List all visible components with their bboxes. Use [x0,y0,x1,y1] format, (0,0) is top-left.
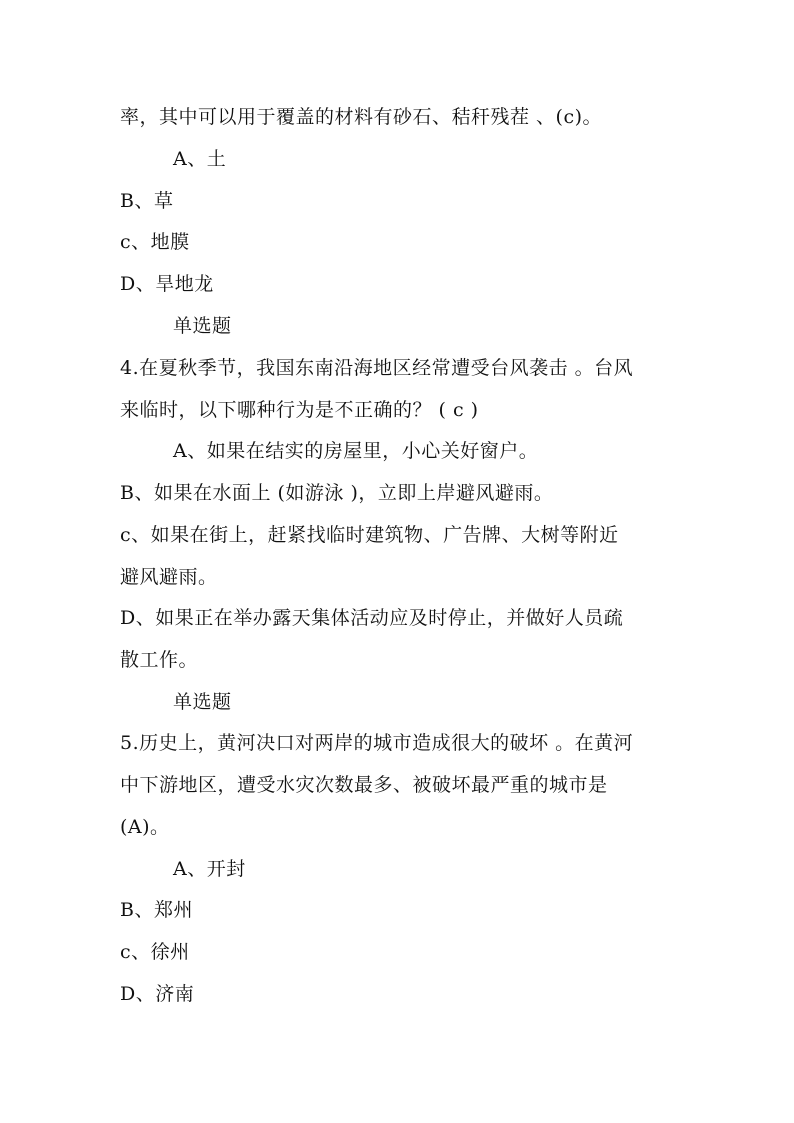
question-3-option-b: B、草 [120,190,174,212]
question-5-stem-line-2: 中下游地区，遭受水灾次数最多、被破坏最严重的城市是 [120,774,608,796]
question-4-option-d-line-1: D、如果正在举办露天集体活动应及时停止，并做好人员疏 [120,607,624,629]
question-5-option-d: D、济南 [120,983,195,1005]
question-4-option-b: B、如果在水面上 (如游泳 )，立即上岸避风避雨。 [120,482,554,504]
question-3-option-a: A、土 [173,148,227,170]
question-5-option-b: B、郑州 [120,899,193,921]
question-5-option-c: c、徐州 [120,941,190,963]
question-5-stem-line-3: (A)。 [120,816,170,838]
question-4-option-c-line-2: 避风避雨。 [120,566,218,588]
question-3-option-d: D、旱地龙 [120,273,214,295]
question-5-option-a: A、开封 [173,858,246,880]
question-4-option-d-line-2: 散工作。 [120,649,199,671]
question-3-option-c: c、地膜 [120,231,190,253]
question-5-type-label: 单选题 [173,691,232,713]
question-3-stem-tail: 率，其中可以用于覆盖的材料有砂石、秸秆残茬 、(c)。 [120,106,603,128]
question-4-option-a: A、如果在结实的房屋里，小心关好窗户。 [173,440,539,462]
question-4-stem-line-2: 来临时，以下哪种行为是不正确的？ ( c ) [120,399,479,421]
question-4-option-c-line-1: c、如果在街上，赶紧找临时建筑物、广告牌、大树等附近 [120,524,619,546]
question-4-type-label: 单选题 [173,315,232,337]
question-5-stem-line-1: 5.历史上，黄河决口对两岸的城市造成很大的破坏 。在黄河 [120,732,634,754]
question-4-stem-line-1: 4.在夏秋季节，我国东南沿海地区经常遭受台风袭击 。台风 [120,357,634,379]
